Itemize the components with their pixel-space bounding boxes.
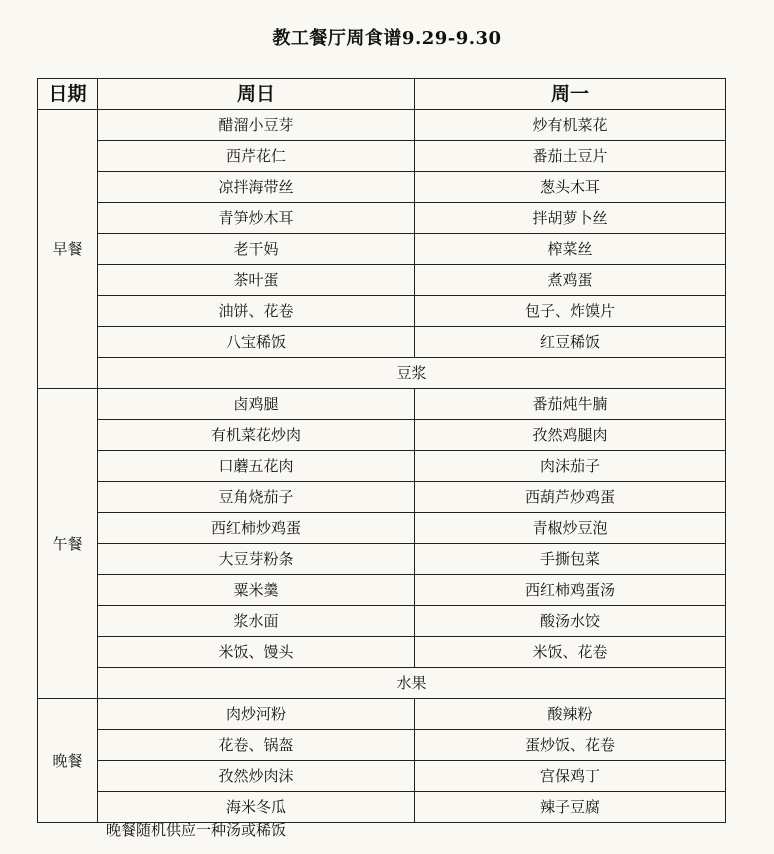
dish-cell: 西芹花仁 [98,141,415,172]
dish-cell: 青椒炒豆泡 [415,513,726,544]
dish-cell: 宫保鸡丁 [415,761,726,792]
dish-cell: 孜然鸡腿肉 [415,420,726,451]
dish-cell: 老干妈 [98,234,415,265]
table-row [38,606,726,637]
header-day2: 周一 [415,79,726,110]
header-row [38,79,726,110]
dish-cell: 粟米羹 [98,575,415,606]
dish-cell: 煮鸡蛋 [415,265,726,296]
dish-cell: 青笋炒木耳 [98,203,415,234]
table-row [38,575,726,606]
table-row [38,513,726,544]
table-row [38,327,726,358]
shared-item-breakfast: 豆浆 [98,358,726,389]
dish-cell: 茶叶蛋 [98,265,415,296]
dish-cell: 西葫芦炒鸡蛋 [415,482,726,513]
table-row [38,544,726,575]
dish-cell: 有机菜花炒肉 [98,420,415,451]
table-row [38,172,726,203]
meal-label-dinner: 晚餐 [38,699,98,823]
dish-cell: 红豆稀饭 [415,327,726,358]
dish-cell: 包子、炸馍片 [415,296,726,327]
table-row [38,761,726,792]
dish-cell: 卤鸡腿 [98,389,415,420]
table-row [38,389,726,420]
meal-label-breakfast: 早餐 [38,110,98,389]
dish-cell: 榨菜丝 [415,234,726,265]
table-row [38,451,726,482]
table-row [38,482,726,513]
menu-body [38,110,726,823]
table-row [38,141,726,172]
table-row [38,296,726,327]
dish-cell: 豆角烧茄子 [98,482,415,513]
meal-label-lunch: 午餐 [38,389,98,699]
dish-cell: 酸辣粉 [415,699,726,730]
table-row [38,265,726,296]
dish-cell: 米饭、馒头 [98,637,415,668]
dish-cell: 西红柿炒鸡蛋 [98,513,415,544]
dish-cell: 花卷、锅盔 [98,730,415,761]
dish-cell: 肉沫茄子 [415,451,726,482]
table-row [38,110,726,141]
dish-cell: 肉炒河粉 [98,699,415,730]
menu-table [37,78,726,823]
header-date: 日期 [38,79,98,110]
dish-cell: 米饭、花卷 [415,637,726,668]
dish-cell: 口蘑五花肉 [98,451,415,482]
table-row [38,203,726,234]
dish-cell: 手撕包菜 [415,544,726,575]
dish-cell: 辣子豆腐 [415,792,726,823]
page-title: 教工餐厅周食谱9.29-9.30 [272,28,502,49]
dish-cell: 番茄土豆片 [415,141,726,172]
dish-cell: 西红柿鸡蛋汤 [415,575,726,606]
table-row [38,730,726,761]
table-row [38,668,726,699]
table-row [38,420,726,451]
table-row [38,358,726,389]
dish-cell: 油饼、花卷 [98,296,415,327]
dish-cell: 凉拌海带丝 [98,172,415,203]
dish-cell: 孜然炒肉沫 [98,761,415,792]
dish-cell: 炒有机菜花 [415,110,726,141]
dish-cell: 醋溜小豆芽 [98,110,415,141]
header-day1: 周日 [98,79,415,110]
dish-cell: 八宝稀饭 [98,327,415,358]
dish-cell: 葱头木耳 [415,172,726,203]
table-row [38,637,726,668]
dish-cell: 酸汤水饺 [415,606,726,637]
dish-cell: 大豆芽粉条 [98,544,415,575]
dish-cell: 蛋炒饭、花卷 [415,730,726,761]
footnote: 晚餐随机供应一种汤或稀饭 [106,821,287,839]
dish-cell: 拌胡萝卜丝 [415,203,726,234]
dish-cell: 海米冬瓜 [98,792,415,823]
shared-item-lunch: 水果 [98,668,726,699]
table-row [38,699,726,730]
table-row [38,234,726,265]
dish-cell: 番茄炖牛腩 [415,389,726,420]
dish-cell: 浆水面 [98,606,415,637]
